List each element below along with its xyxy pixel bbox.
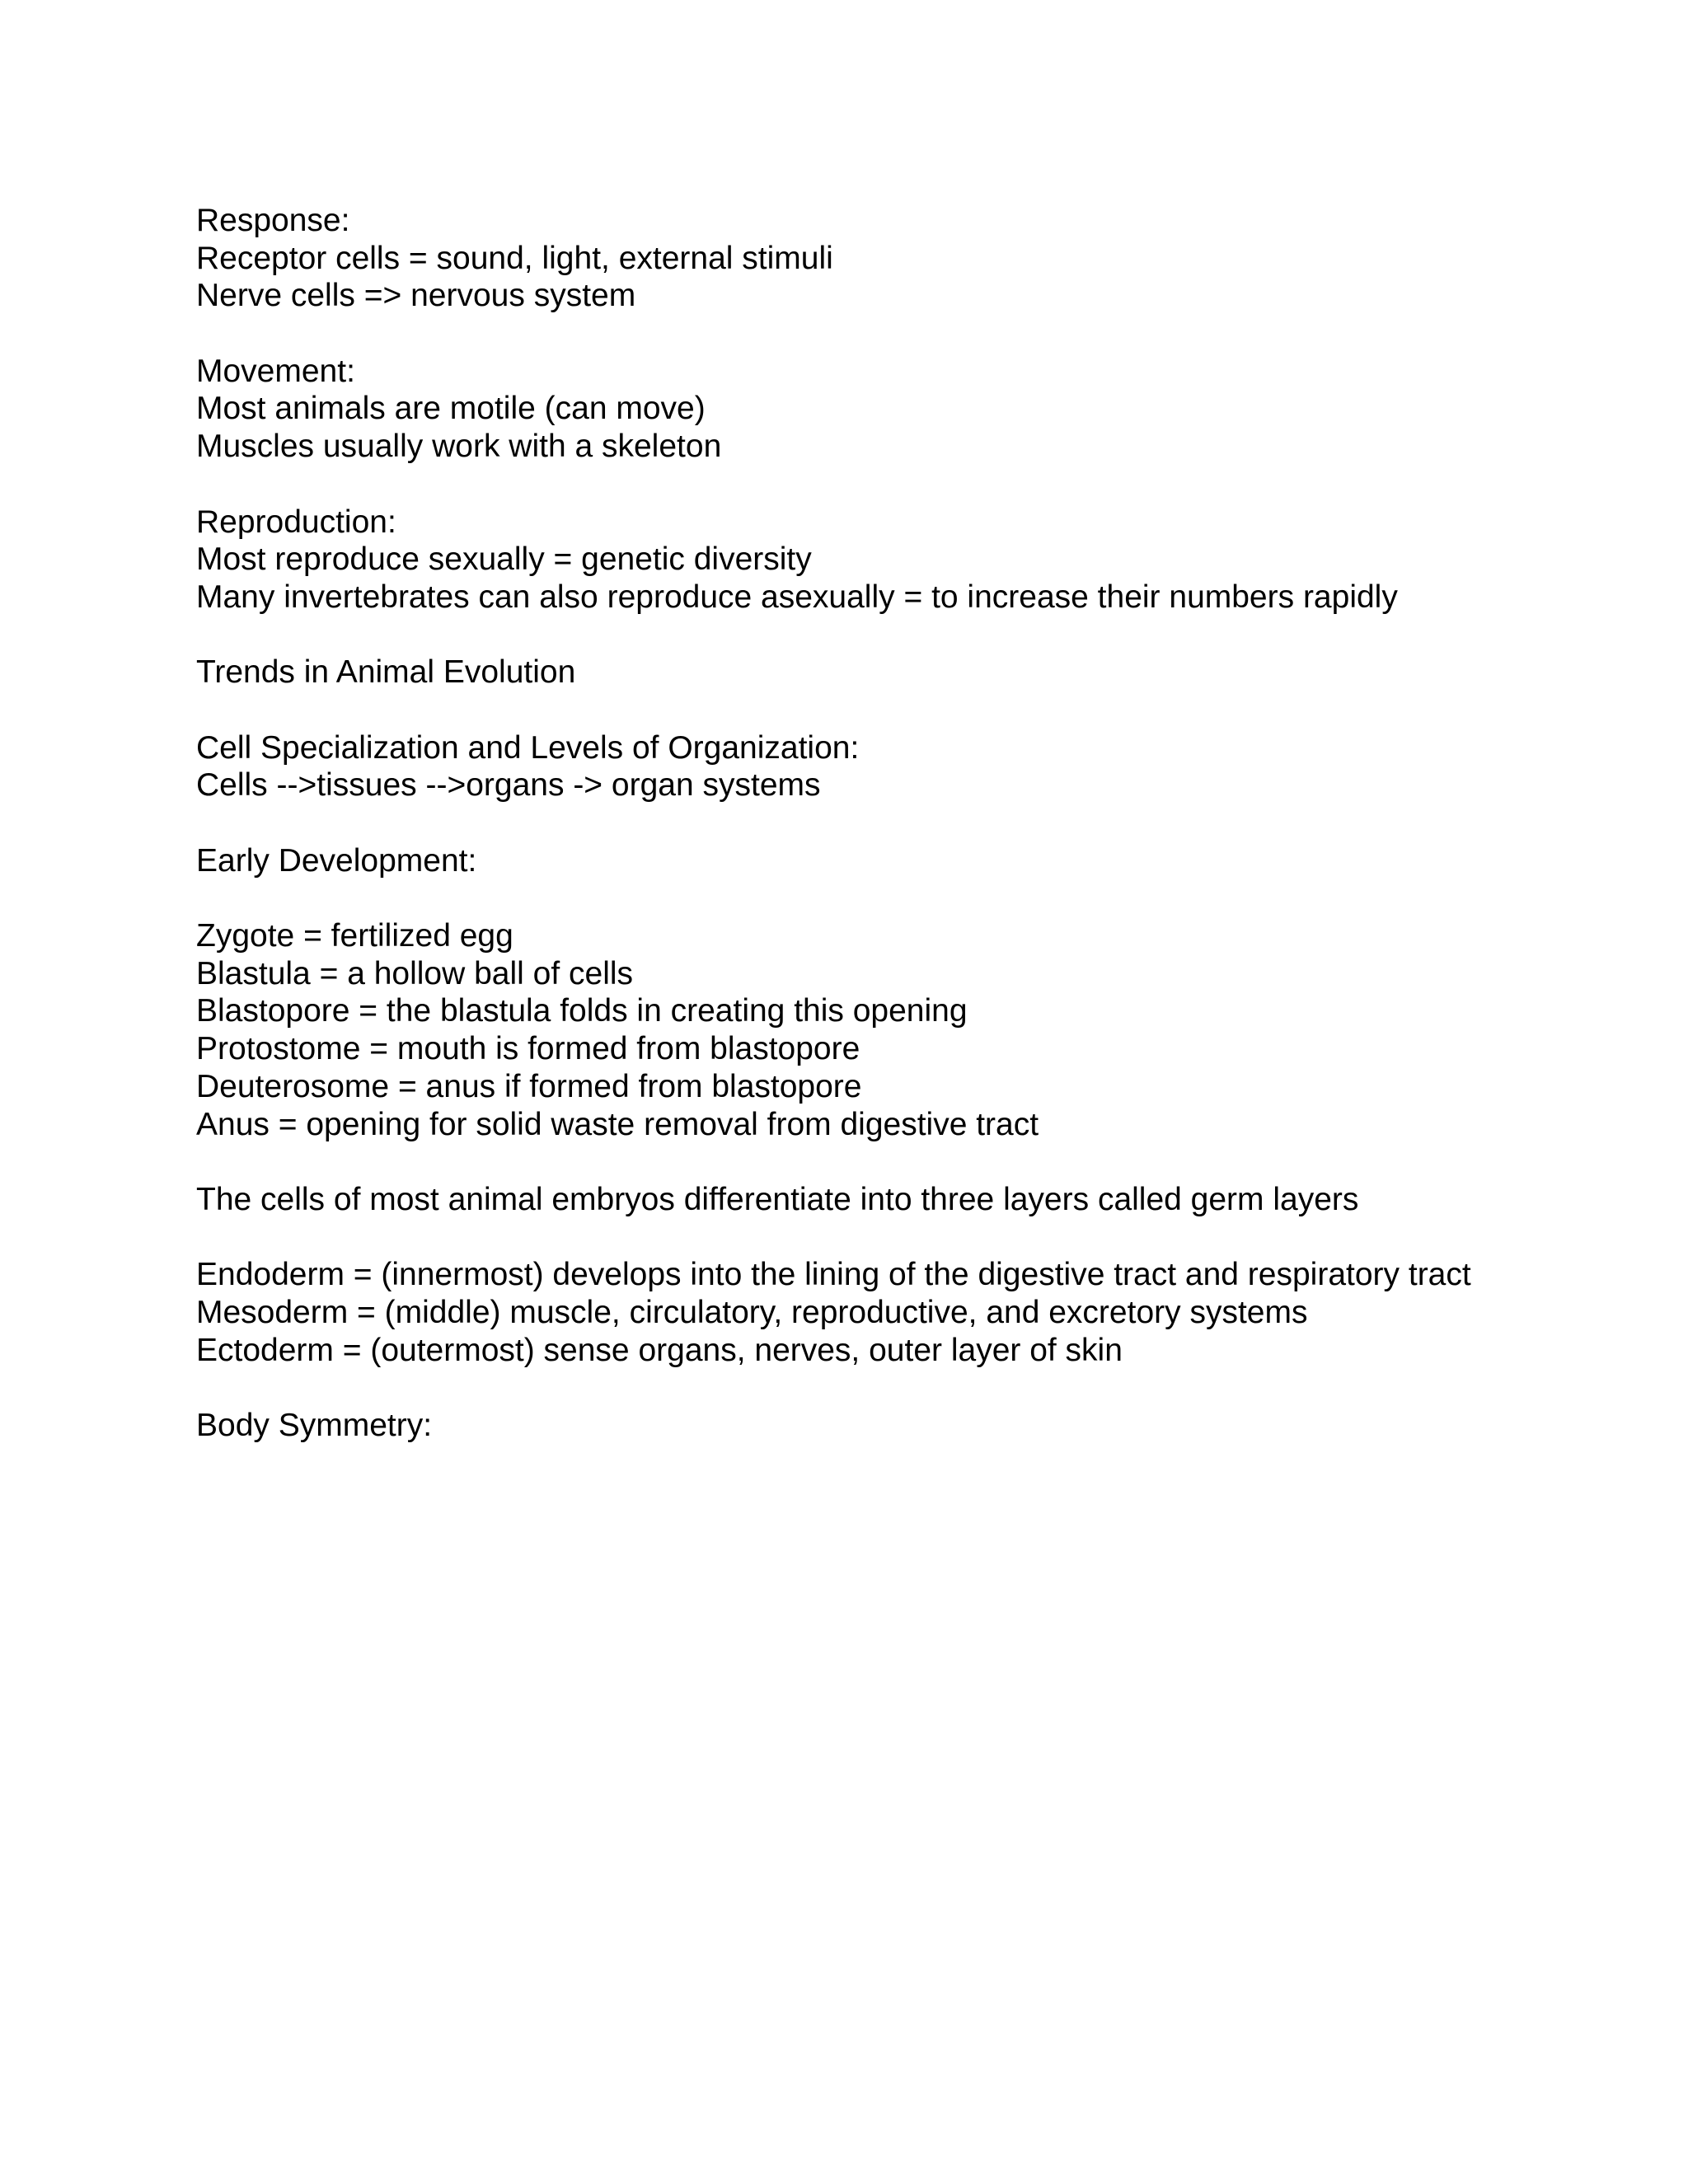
trends-heading: Trends in Animal Evolution <box>196 654 576 691</box>
germ-layers-line-3: Ectoderm = (outermost) sense organs, nerves, outer layer of skin <box>196 1332 1123 1368</box>
germ-layers-intro: The cells of most animal embryos differentiate into three layers called germ layers <box>196 1181 1359 1217</box>
early-development-line-4: Protostome = mouth is formed from blastopore <box>196 1031 860 1067</box>
body-symmetry-heading: Body Symmetry: <box>196 1408 433 1443</box>
blank-line <box>196 804 1663 842</box>
blank-line <box>196 1143 1663 1181</box>
cell-specialization-line-1: Cells -->tissues -->organs -> organ systems <box>196 767 821 804</box>
document-body <box>196 202 1663 1445</box>
early-development-heading: Early Development: <box>196 842 477 879</box>
blank-line <box>196 1219 1663 1257</box>
movement-line-2: Muscles usually work with a skeleton <box>196 429 722 465</box>
germ-layers-line-1: Endoderm = (innermost) develops into the lining of the digestive tract and respiratory tract <box>196 1257 1471 1293</box>
blank-line <box>196 315 1663 353</box>
reproduction-line-1: Most reproduce sexually = genetic diversity <box>196 541 812 578</box>
blank-line <box>196 466 1663 504</box>
movement-line-1: Most animals are motile (can move) <box>196 391 706 427</box>
response-line-1: Receptor cells = sound, light, external stimuli <box>196 240 833 276</box>
response-line-2: Nerve cells => nervous system <box>196 278 636 314</box>
early-development-line-6: Anus = opening for solid waste removal from digestive tract <box>196 1106 1039 1142</box>
blank-line <box>196 616 1663 654</box>
reproduction-line-2: Many invertebrates can also reproduce asexually = to increase their numbers rapidly <box>196 579 1398 615</box>
blank-line <box>196 1369 1663 1407</box>
germ-layers-line-2: Mesoderm = (middle) muscle, circulatory, reproductive, and excretory systems <box>196 1294 1308 1330</box>
reproduction-heading: Reproduction: <box>196 504 396 540</box>
movement-heading: Movement: <box>196 353 355 389</box>
early-development-line-5: Deuterosome = anus if formed from blastopore <box>196 1068 862 1104</box>
blank-line <box>196 879 1663 917</box>
blank-line <box>196 691 1663 729</box>
early-development-line-1: Zygote = fertilized egg <box>196 918 513 954</box>
early-development-line-2: Blastula = a hollow ball of cells <box>196 955 634 991</box>
early-development-line-3: Blastopore = the blastula folds in creating this opening <box>196 993 968 1029</box>
cell-specialization-heading: Cell Specialization and Levels of Organization: <box>196 729 860 766</box>
response-heading: Response: <box>196 203 350 238</box>
